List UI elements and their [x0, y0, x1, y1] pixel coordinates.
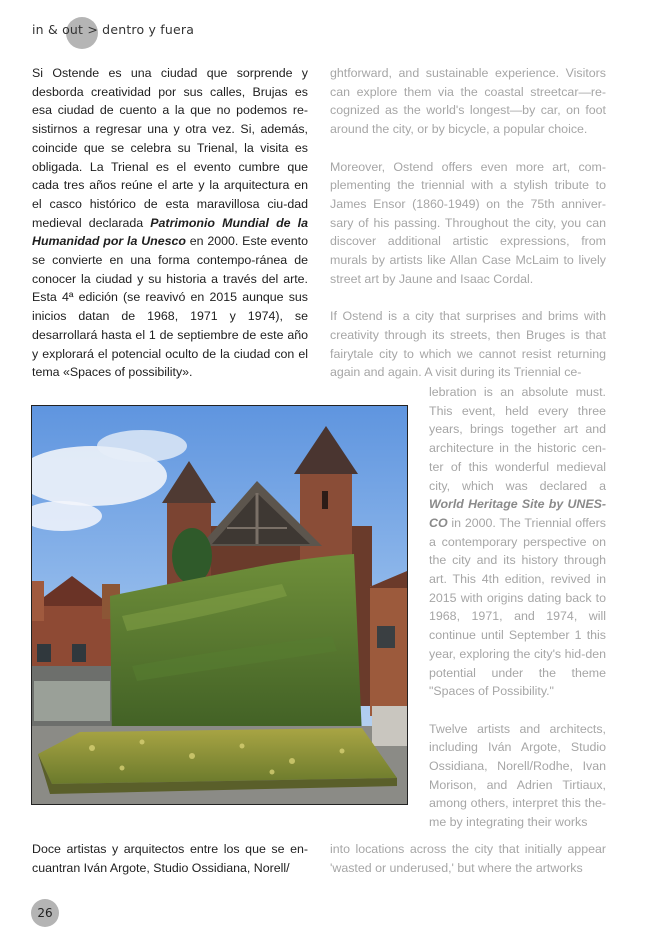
english-column: [330, 64, 606, 382]
section-header: [32, 22, 194, 46]
english-column-bottom: [330, 840, 606, 877]
spanish-emphasis: Patrimonio Mundial de la Humanidad por la Unesco: [32, 215, 308, 249]
spanish-paragraph-1: [32, 64, 308, 382]
english-emphasis: World Heritage Site by UNES-CO: [429, 497, 606, 530]
spanish-paragraph-2: Doce artistas y arquitectos entre los que se en-cuantran Iván Argote, Studio Ossidiana, Norell/: [32, 842, 308, 875]
spanish-column: [32, 64, 308, 382]
english-paragraph-3-cont: [429, 383, 606, 701]
spanish-text-a: Si Ostende es una ciudad que sorprende y desborda creatividad por sus calles, Brujas es esa ciudad de cuento a la que no podemos re-sistirnos a regresar una y otra vez. Si, además, coincide que se celebra su Trienal, la visita es obligada. La Trienal es el evento cumbre que cada tres años reúne el arte y la arquitectura en el casco histórico de esta maravillosa ciu-dad medieval declarada: [32, 66, 308, 230]
photo-living-wall-bruges: [31, 405, 408, 805]
english-column-narrow: [429, 383, 606, 832]
page-number: 26: [31, 899, 59, 927]
english-paragraph-3-start: If Ostend is a city that surprises and brims with creativity through its streets, then Bruges is that fairytale city to which we cannot resist returning again and again. A visit during its Triennial ce-: [330, 309, 606, 380]
spanish-column-bottom: [32, 840, 308, 877]
english-text-b: lebration is an absolute must. This event, held every three years, brings together art and architecture in the historic cen-ter of this wonderful medieval city, which was declared a: [429, 385, 606, 493]
english-paragraph-2: Moreover, Ostend offers even more art, com-plementing the triennial with a stylish tribute to James Ensor (1860-1949) on the 75th anniver-sary of his passing. Throughout the city, you can discover additional artistic expressions, from murals by artists like Allan Case McLaim to lively street art by Jaune and Isaac Cordal.: [330, 159, 606, 286]
english-text-c: in 2000. The Triennial offers a contemporary perspective on the city and its history through art. This 4th edition, revived in 2015 with origins dating back to 1968, 1971, and 1974, will continue until September 1 this year, exploring the city's hid-den potential under the theme "Spaces of Possibility.": [429, 515, 606, 699]
english-paragraph-1: ghtforward, and sustainable experience. Visitors can explore them via the coastal streetcar—re-cognized as the world's longest—by car, on foot around the city, or by bicycle, a popular choice.: [330, 66, 606, 137]
english-paragraph-4: Twelve artists and architects, including Iván Argote, Studio Ossidiana, Norell/Rodhe, Ivan Morison, and Adrien Tirtiaux, among others, interpret this the-me by integrating their works: [429, 721, 606, 830]
photo-illustration: [32, 406, 407, 804]
section-title: in & out > dentro y fuera: [32, 22, 195, 37]
english-paragraph-5: into locations across the city that initially appear 'wasted or underused,' but where the artworks: [330, 842, 606, 875]
spanish-text-b: en 2000. Este evento se convierte en una forma contempo-ránea de conocer la ciudad y su historia a través del arte. Esta 4ª edición (se reavivó en 2015 aunque sus inicios datan de 1968, 1971 y 1974), se desarrollará hasta el 1 de septiembre de este año y explorará el potencial oculto de la ciudad con el tema «Spaces of possibility».: [32, 234, 308, 380]
